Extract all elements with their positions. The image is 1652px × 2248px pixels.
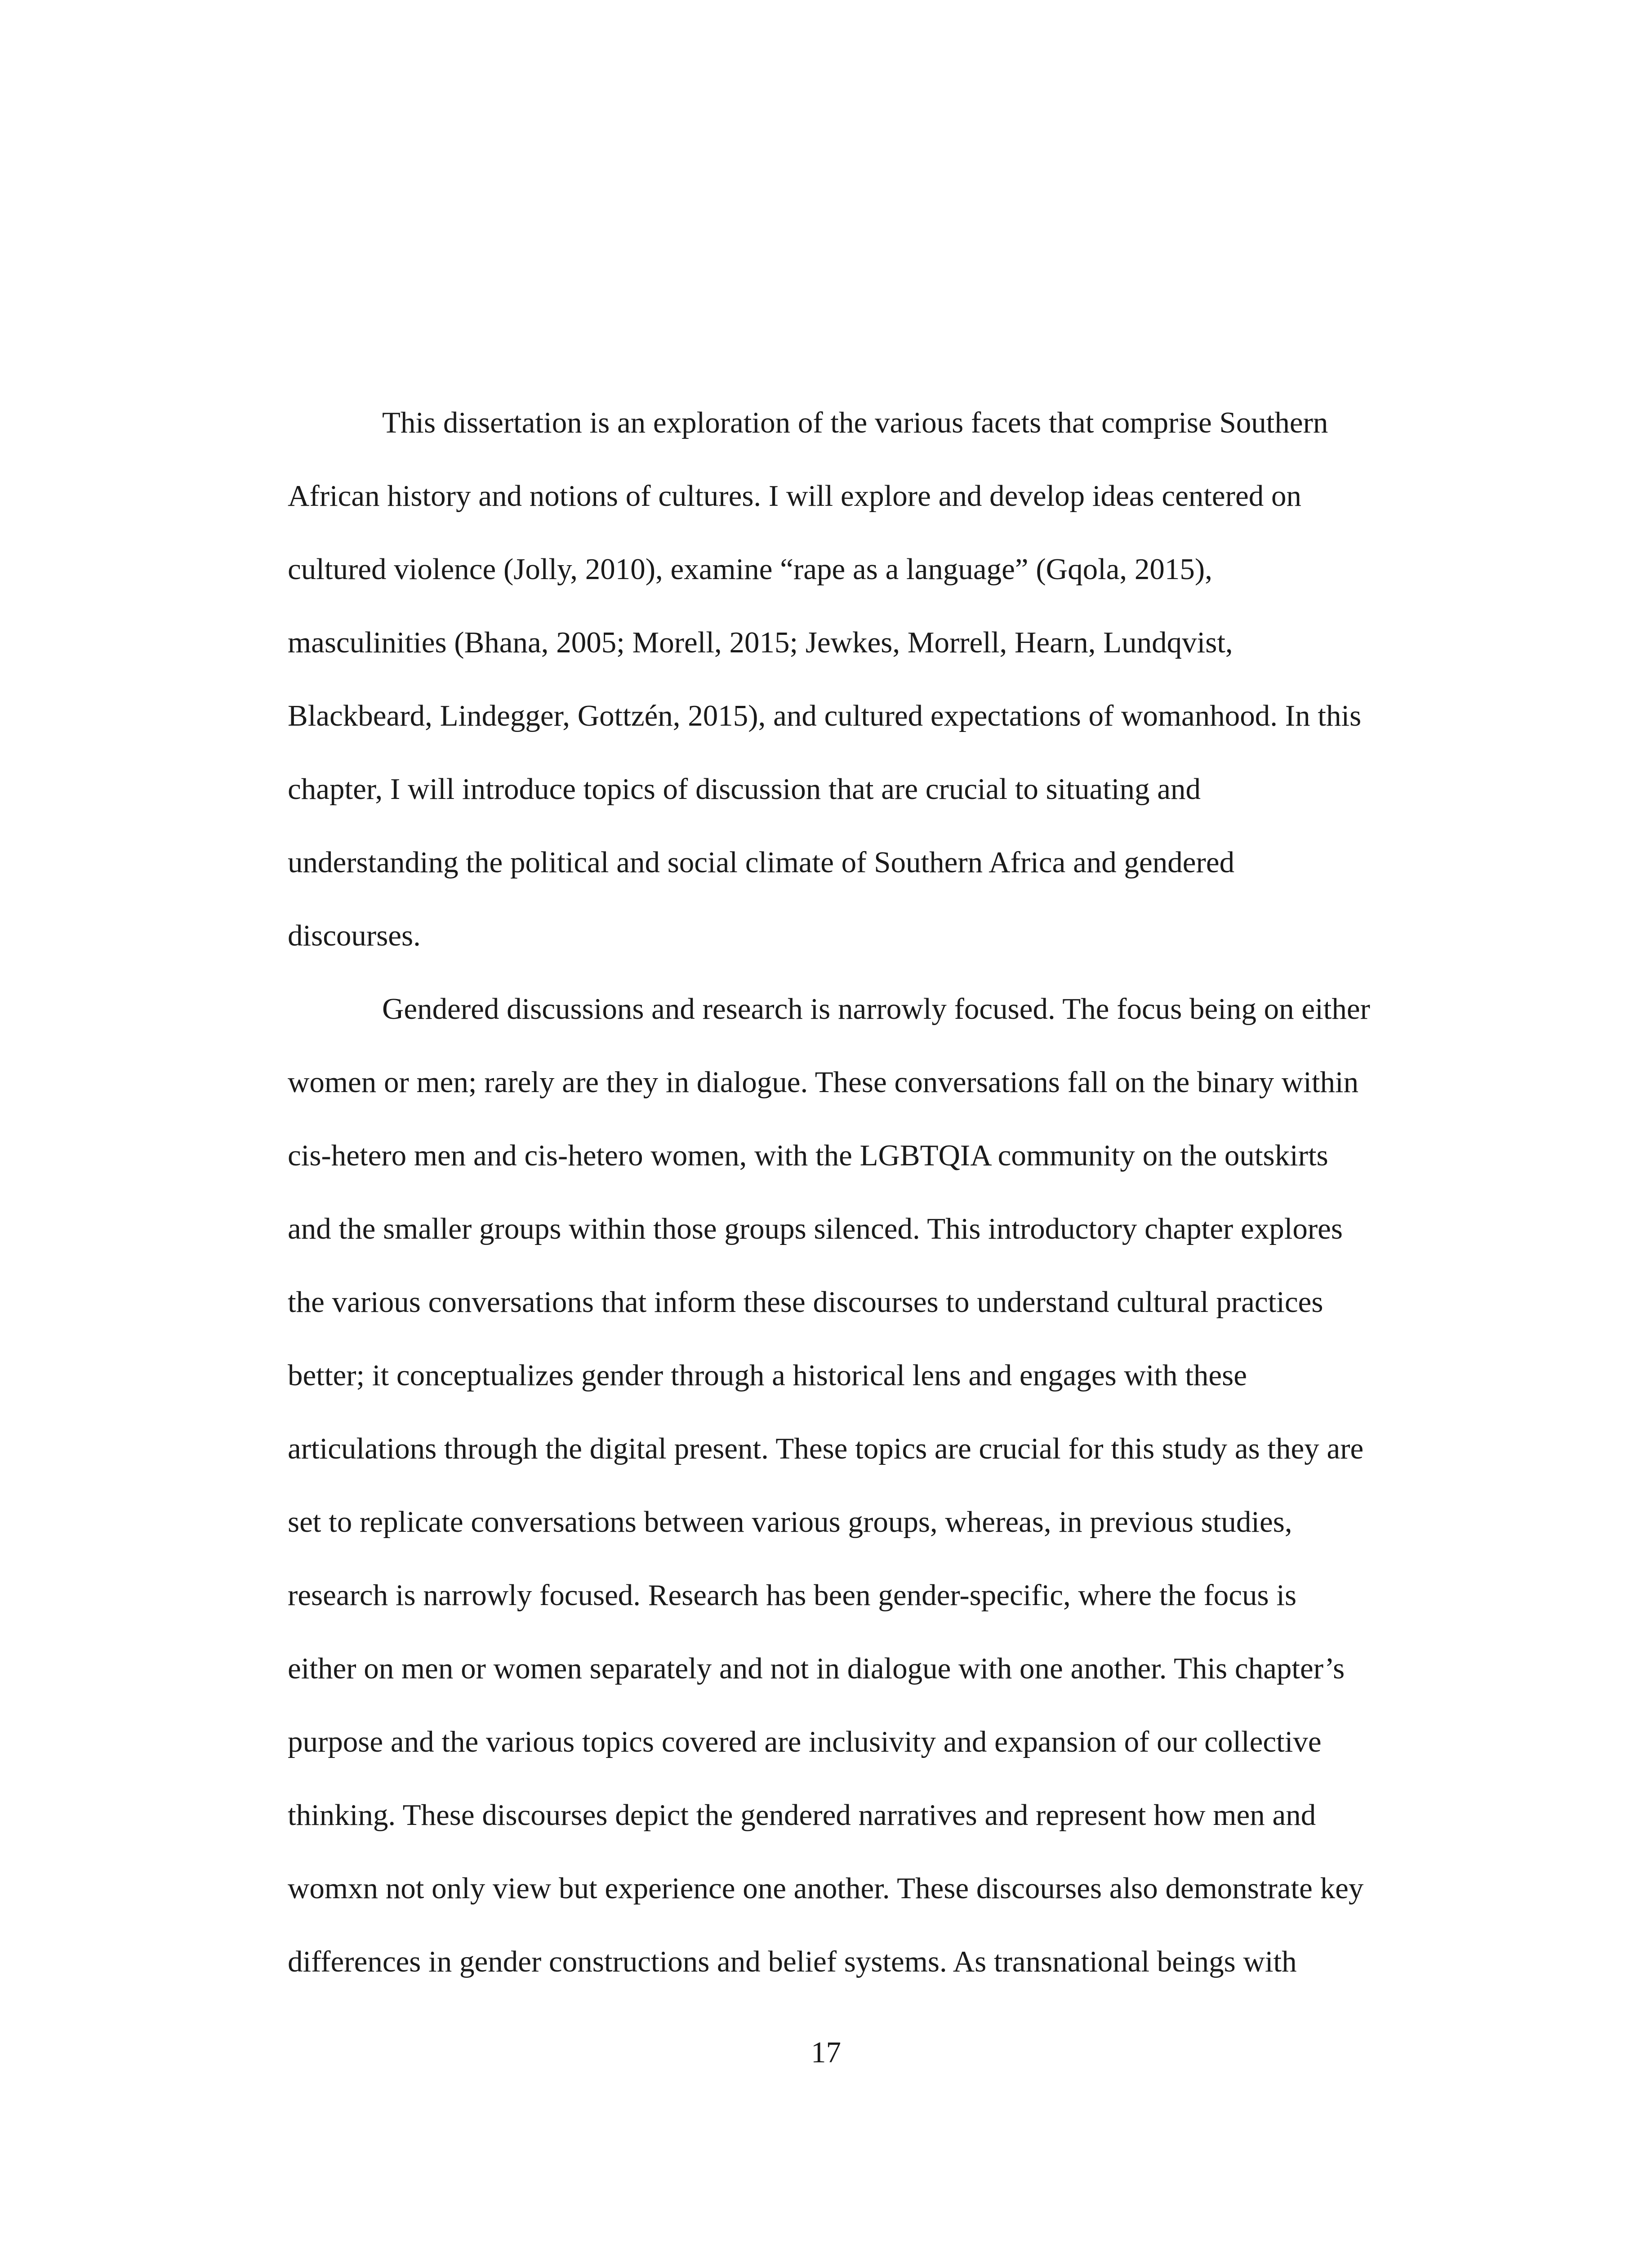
text-line: This dissertation is an exploration of the various facets that comprise Southern <box>382 406 1328 439</box>
text-line: masculinities (Bhana, 2005; Morell, 2015; Jewkes, Morrell, Hearn, Lundqvist, <box>288 626 1233 659</box>
text-line: chapter, I will introduce topics of discussion that are crucial to situating and <box>288 772 1201 806</box>
text-line: set to replicate conversations between various groups, whereas, in previous studies, <box>288 1505 1292 1539</box>
text-line: the various conversations that inform these discourses to understand cultural practices <box>288 1285 1323 1319</box>
text-line: cis-hetero men and cis-hetero women, with the LGBTQIA community on the outskirts <box>288 1139 1328 1172</box>
text-line: understanding the political and social climate of Southern Africa and gendered <box>288 846 1235 879</box>
text-line: and the smaller groups within those groups silenced. This introductory chapter explores <box>288 1212 1343 1245</box>
text-line: differences in gender constructions and belief systems. As transnational beings with <box>288 1945 1297 1978</box>
text-line: discourses. <box>288 919 421 952</box>
text-line: either on men or women separately and not in dialogue with one another. This chapter’s <box>288 1652 1345 1685</box>
text-line: better; it conceptualizes gender through a historical lens and engages with these <box>288 1359 1247 1392</box>
text-line: purpose and the various topics covered are inclusivity and expansion of our collective <box>288 1725 1322 1758</box>
text-line: Blackbeard, Lindegger, Gottzén, 2015), and cultured expectations of womanhood. In this <box>288 699 1362 732</box>
text-line: women or men; rarely are they in dialogue. These conversations fall on the binary within <box>288 1066 1359 1099</box>
text-line: thinking. These discourses depict the gendered narratives and represent how men and <box>288 1798 1316 1832</box>
text-line: Gendered discussions and research is narrowly focused. The focus being on either <box>382 992 1370 1026</box>
text-line: research is narrowly focused. Research has been gender-specific, where the focus is <box>288 1579 1297 1612</box>
text-line: articulations through the digital present. These topics are crucial for this study as they are <box>288 1432 1364 1465</box>
page-number: 17 <box>811 2036 841 2069</box>
text-line: womxn not only view but experience one another. These discourses also demonstrate key <box>288 1872 1364 1905</box>
text-line: cultured violence (Jolly, 2010), examine “rape as a language” (Gqola, 2015), <box>288 553 1212 586</box>
text-line: African history and notions of cultures. I will explore and develop ideas centered on <box>288 479 1301 513</box>
